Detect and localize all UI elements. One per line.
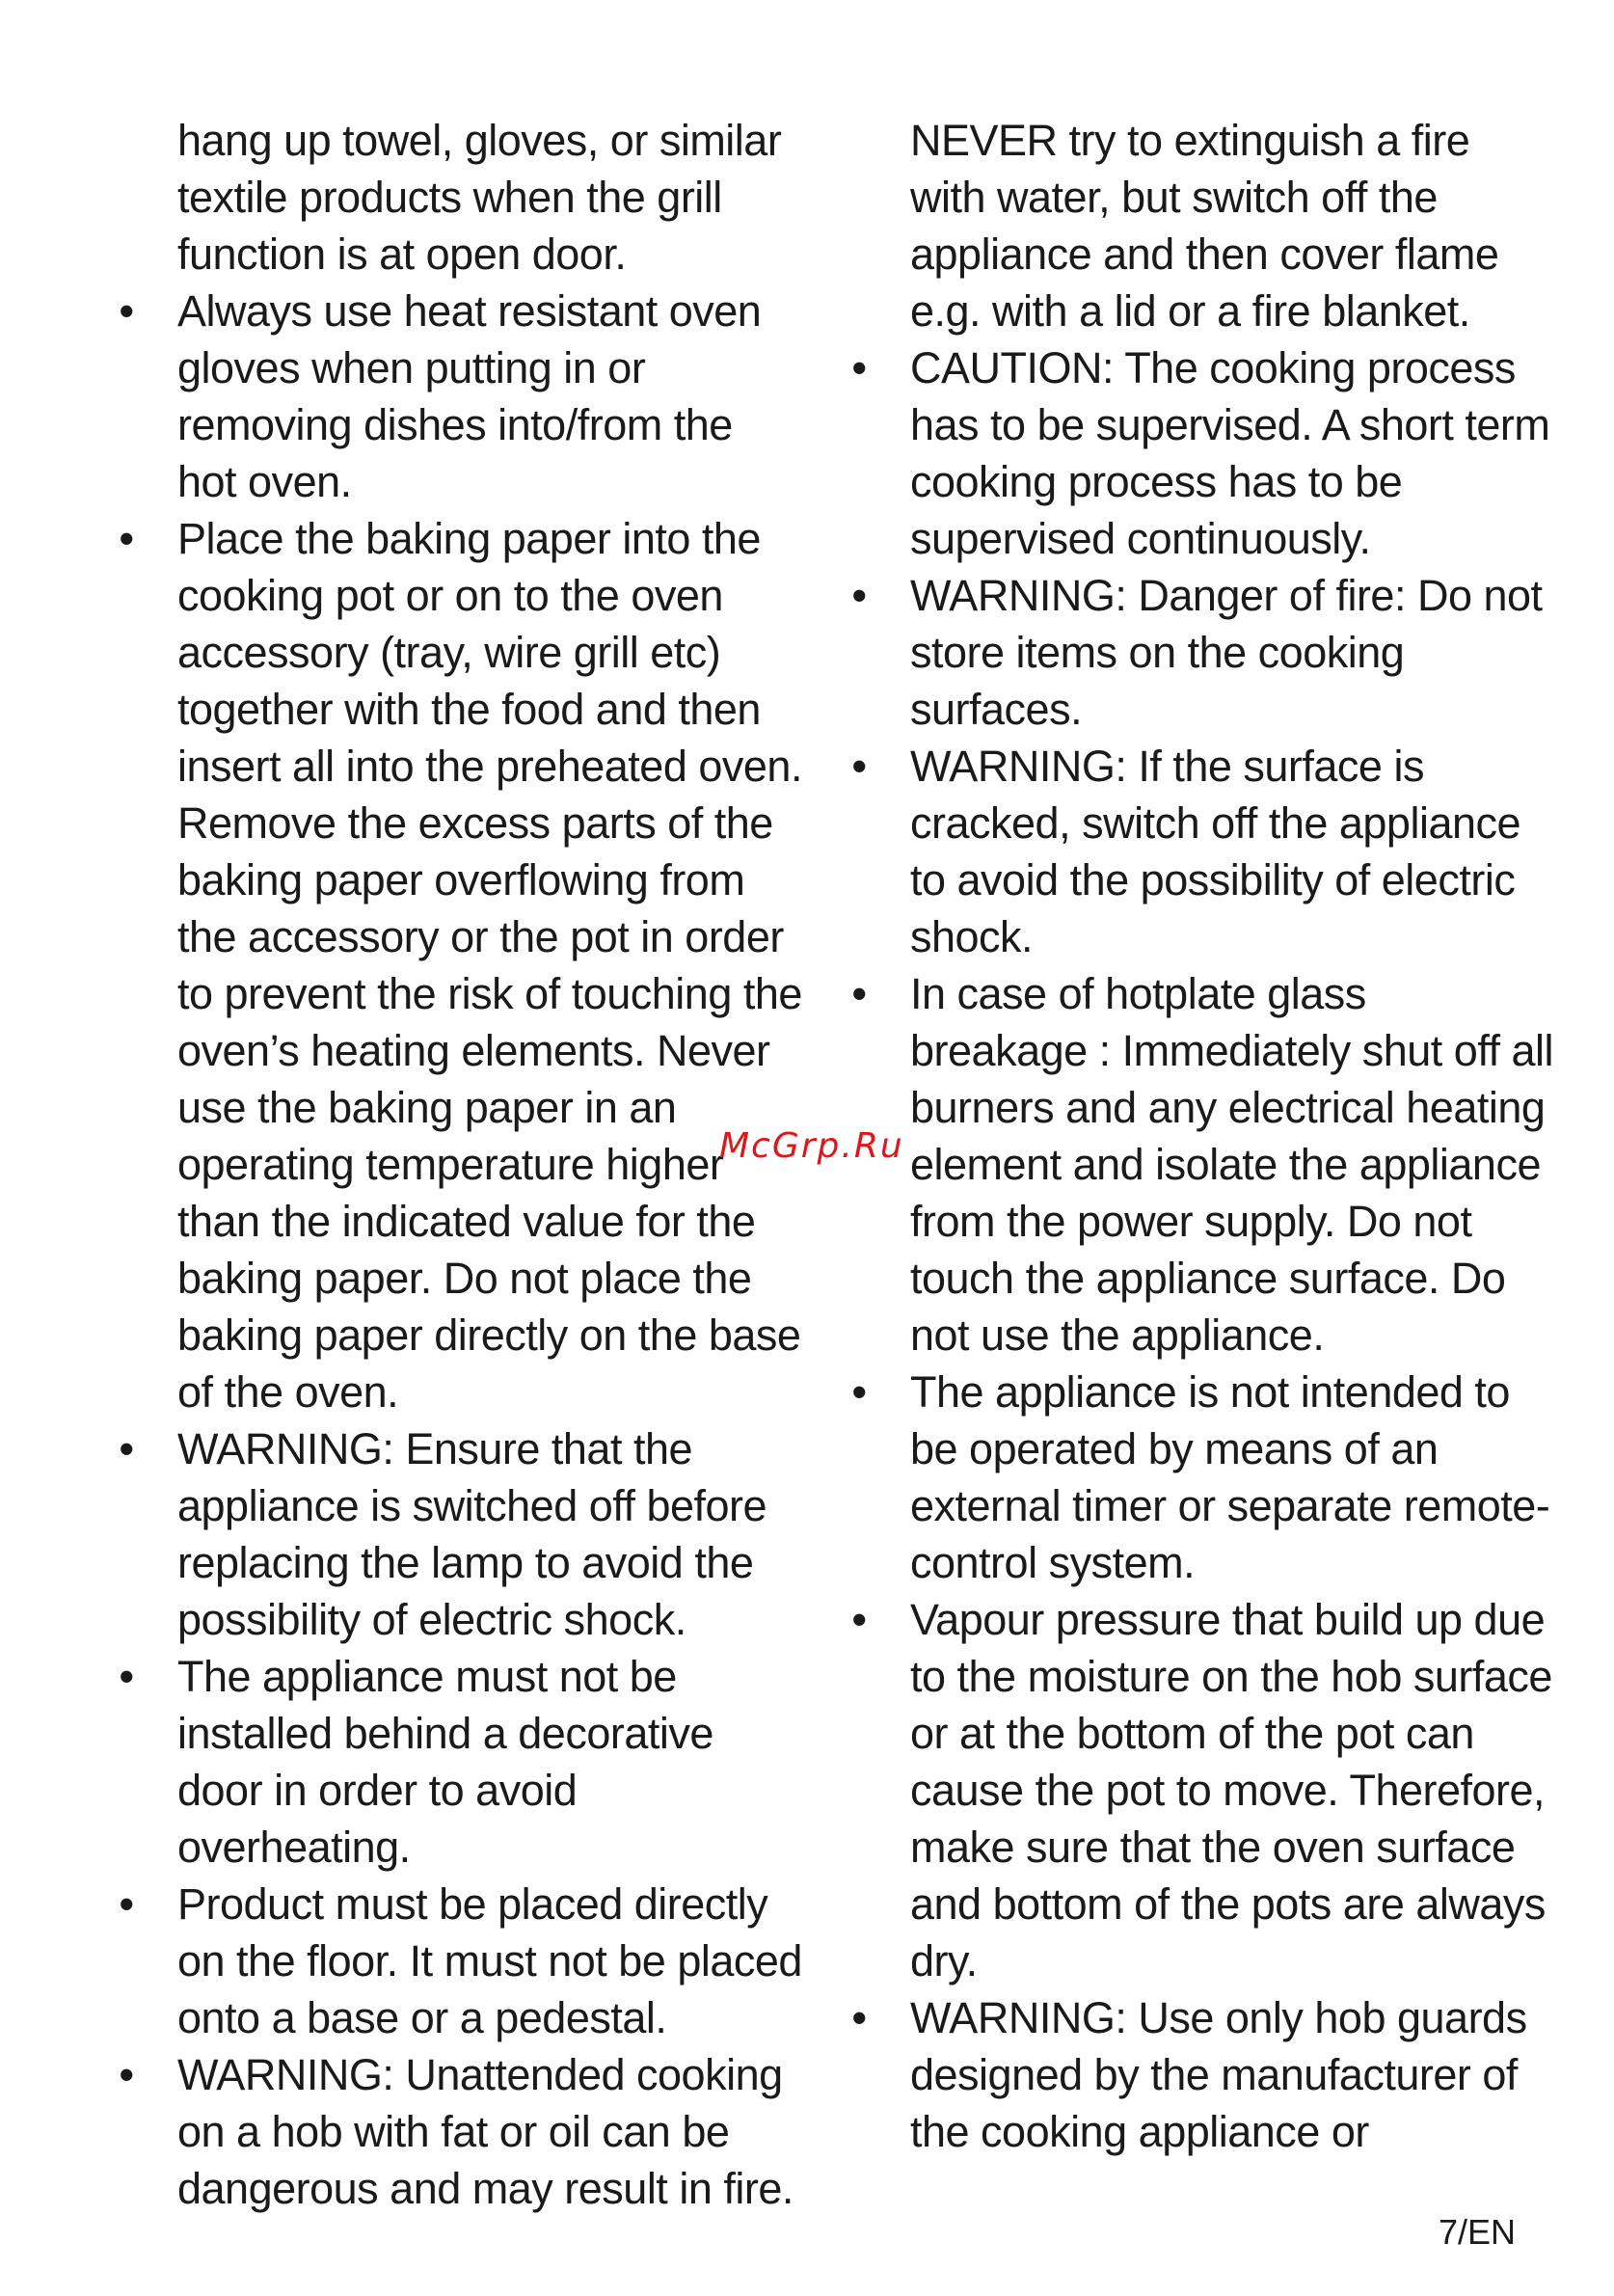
watermark: McGrp.Ru (719, 1126, 904, 1166)
right-bullet-list (841, 339, 1554, 2160)
list-item-text: WARNING: Danger of fire: Do not store items on the cooking surfaces. (910, 571, 1543, 734)
list-item (841, 965, 1554, 1364)
list-item (841, 738, 1554, 965)
list-item (841, 1364, 1554, 1591)
right-continuation-paragraph: NEVER try to extinguish a fire with water, but switch off the appliance and then cover flame e.g. with a lid or a fire blanket. (910, 116, 1499, 336)
list-item (108, 510, 802, 1420)
bullet-icon: • (119, 1879, 134, 1929)
left-column (108, 112, 802, 2217)
list-item-text: In case of hotplate glass breakage : Immediately shut off all burners and any electrical heating element and isolate the appliance from the power supply. Do not touch the appliance surface. Do not use the appliance. (910, 969, 1554, 1360)
bullet-icon: • (119, 2050, 134, 2099)
list-item (841, 1989, 1554, 2160)
list-item (108, 283, 802, 510)
list-item-text: WARNING: Unattended cooking on a hob with fat or oil can be dangerous and may result in fire. (177, 2050, 794, 2213)
list-item (841, 567, 1554, 738)
list-item-text: The appliance is not intended to be operated by means of an external timer or separate remote-control system. (910, 1367, 1550, 1587)
bullet-icon: • (851, 969, 867, 1018)
list-item (841, 1591, 1554, 1989)
list-item-text: Place the baking paper into the cooking pot or on to the oven accessory (tray, wire grill etc) together with the food and then insert all into the preheated oven. Remove the excess parts of the baking paper overflowing from the accessory or the pot in order to prevent the risk of touching the oven’s heating elements. Never use the baking paper in an operating temperature higher than the indicated value for the baking paper. Do not place the baking paper directly on the base of the oven. (177, 514, 802, 1417)
bullet-icon: • (851, 571, 867, 620)
page-number: 7/EN (1438, 2212, 1516, 2252)
list-item-text: Vapour pressure that build up due to the moisture on the hob surface or at the bottom of the pot can cause the pot to move. Therefore, make sure that the oven surface and bottom of the pots are always dry. (910, 1595, 1552, 1985)
list-item (108, 1876, 802, 2046)
bullet-icon: • (851, 742, 867, 791)
left-continuation-paragraph: hang up towel, gloves, or similar textile products when the grill function is at open door. (177, 116, 782, 279)
bullet-icon: • (119, 286, 134, 336)
bullet-icon: • (119, 514, 134, 563)
right-column (841, 112, 1554, 2160)
left-bullet-list (108, 283, 802, 2217)
bullet-icon: • (851, 1367, 867, 1417)
list-item-text: WARNING: Ensure that the appliance is switched off before replacing the lamp to avoid the possibility of electric shock. (177, 1424, 767, 1644)
list-item-text: Always use heat resistant oven gloves when putting in or removing dishes into/from the hot oven. (177, 286, 762, 506)
list-item (108, 1648, 802, 1876)
bullet-icon: • (851, 343, 867, 392)
bullet-icon: • (119, 1424, 134, 1473)
list-item (841, 339, 1554, 567)
bullet-icon: • (851, 1993, 867, 2042)
list-item-text: The appliance must not be installed behind a decorative door in order to avoid overheating. (177, 1652, 713, 1872)
list-item-text: WARNING: If the surface is cracked, switch off the appliance to avoid the possibility of electric shock. (910, 742, 1521, 961)
list-item (108, 2046, 802, 2217)
bullet-icon: • (851, 1595, 867, 1644)
list-item-text: WARNING: Use only hob guards designed by the manufacturer of the cooking appliance or (910, 1993, 1527, 2156)
bullet-icon: • (119, 1652, 134, 1701)
list-item-text: Product must be placed directly on the floor. It must not be placed onto a base or a pedestal. (177, 1879, 802, 2042)
list-item (108, 1420, 802, 1648)
list-item-text: CAUTION: The cooking process has to be supervised. A short term cooking process has to be supervised continuously. (910, 343, 1550, 563)
